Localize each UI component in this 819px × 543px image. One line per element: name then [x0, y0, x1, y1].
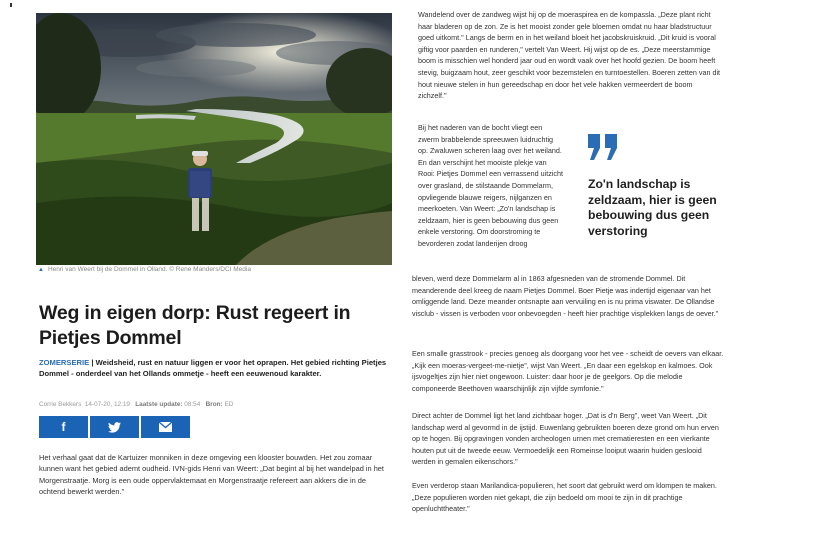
- facebook-icon: f: [61, 420, 66, 434]
- publish-date: 14-07-20, 12:19: [84, 401, 130, 408]
- twitter-share-button[interactable]: [90, 416, 139, 438]
- update-time: 08:54: [184, 401, 201, 408]
- lede-text: | Weidsheid, rust en natuur liggen er voor het oprapen. Het gebied richting Pietjes Dommel - onderdeel van het Ollands ommetje - heeft een eeuwenoud karakter.: [39, 358, 387, 379]
- section-tag-link[interactable]: ZOMERSERIE: [39, 358, 90, 367]
- quote-mark-icon: [588, 134, 618, 160]
- facebook-share-button[interactable]: [39, 416, 88, 438]
- share-bar: [39, 416, 190, 438]
- body-paragraph-4: Een smalle grasstrook - precies genoeg als doorgang voor het vee - scheidt de oevers van elkaar. „Kijk een moeras-vergeet-me-nietje", wijst Van Weert. „En daar een egelskop en kalmoes. Ook ijsvogeltjes zijn hier niet ongewoon. Luister: daar hoor je de geelgors. Op die melodie componeerde Beethoven waarschijnlijk zijn vijfde symfonie.": [412, 349, 724, 393]
- landscape-photo: [36, 13, 392, 265]
- article-lede: [39, 357, 389, 380]
- source-name: ED: [224, 401, 234, 408]
- body-paragraph-5: Direct achter de Dommel ligt het land zichtbaar hoger. „Dat is d'n Berg", weet Van Weert. „Dit landschap werd al gevormd in de ijstijd. Euwenlang gebruikten boeren deze grond om hun erven op te hogen. Bij opgravingen vonden archeologen urnen met crematieresten en een vierkante houten put uit de tweede eeuw. Vermoedelijk een Romeinse looiput waarin huiden geslooid werden in gemalen eikenschors.": [412, 411, 719, 467]
- body-paragraph-1: Wandelend over de zandweg wijst hij op de moeraspirea en de kompassla. „Deze plant richt haar bladeren op de zon. Ze is het mooist zonder gele bloemen omdat nu haar bladstructuur goed uitkomt." Langs de berm en in het weiland bloeit het jacobskruiskruid. „Dit kruid is vooral giftig voor paarden en runderen," vertelt Van Weert. Hij wijst op de es. „Deze meerstammige boom is misschien wel honderd jaar oud en wordt vaak over het hoofd gezien. De boom heeft stevig, buigzaam hout, zeer geschikt voor bezemstelen en turntoestellen. Boeren zetten van dit hout nieuwe stelen in hun gereedschap en door het vele hakken vermeerdert de boom zichzelf.": [418, 10, 721, 101]
- body-paragraph-3: bleven, werd deze Dommelarm al in 1863 afgesneden van de stromende Dommel. Dit meanderende deel kreeg de naam Pietjes Dommel. Boer Pietje was indertijd eigenaar van het omliggende land. Deze meander ontsnapte aan vervuiling en is nu prima viswater. De Ollandse visclub - vissen is verboden voor onbevoegden - heeft hier prachtige visplekken langs de oever.": [412, 274, 719, 318]
- body-paragraph-2: Bij het naderen van de bocht vliegt een zwerm brabbelende spreeuwen luidruchtig op. Zwaluwen scheren laag over het weiland. En dan verschijnt het mooiste plekje van Rooi: Pietjes Dommel een verrassend uitzicht over grasland, de stilstaande Dommelarm, opvliegende blauwe reigers, nijlganzen en meerkoeten. Van Weert: „Zo'n landschap is zeldzaam, hier is geen bebouwing dus geen enkele verstoring. Om doorstroming te bevorderen zodat landerijen droog: [418, 123, 564, 248]
- source-label: Bron:: [205, 401, 223, 408]
- article-left-column: [25, 0, 395, 510]
- caption-text: Henri van Weert bij de Dommel in Olland. © Rene Manders/DCI Media: [47, 266, 251, 273]
- article-title: Weg in eigen dorp: Rust regeert in Pietjes Dommel: [39, 302, 351, 349]
- update-label: Laatste update:: [135, 401, 183, 408]
- article-meta: [39, 401, 389, 408]
- triangle-icon: ▲: [38, 267, 44, 273]
- pull-quote: [588, 134, 728, 239]
- mail-share-button[interactable]: [141, 416, 190, 438]
- article-intro-paragraph: Het verhaal gaat dat de Kartuizer monniken in deze omgeving een klooster bouwden. Het zou zomaar kunnen want het gebied ademt oudheid. IVN-gids Henri van Weert: „Dat begint al bij het wandelpad in het Morgenstraatje. Morg is een oude oppervlaktemaat en Morgenstraatje refereert aan akkers die in de ochtend bewerkt werden.": [39, 453, 384, 497]
- mail-icon: [159, 422, 172, 432]
- body-paragraph-6: Even verderop staan Marilandica-populieren, het soort dat gebruikt werd om klompen te maken. „Deze populieren worden niet gekapt, die zijn bedoeld om mooi te zijn in dit prachtige openluchttheater.": [412, 481, 717, 514]
- author-name: Corrie Bekkers: [39, 401, 82, 408]
- twitter-icon: [108, 422, 121, 433]
- pull-quote-text: Zo'n landschap is zeldzaam, hier is geen bebouwing dus geen verstoring: [588, 177, 717, 238]
- page-mark: [10, 3, 12, 7]
- photo-caption: [38, 266, 392, 273]
